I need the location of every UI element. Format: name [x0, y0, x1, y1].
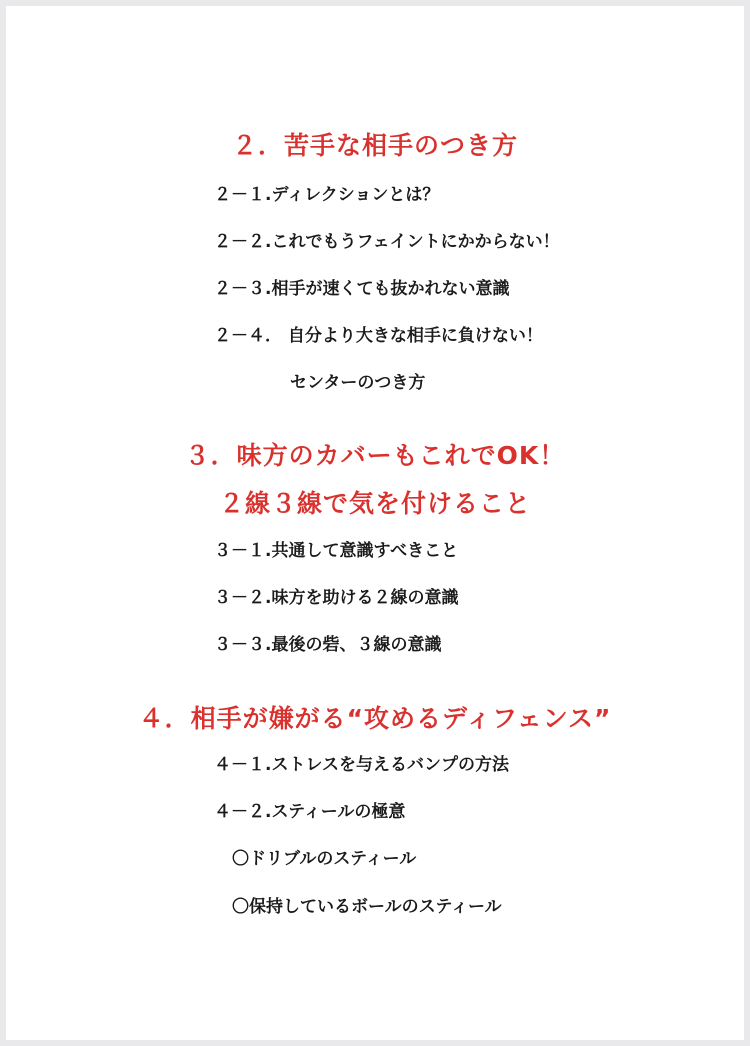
item-4-1: ４－１.ストレスを与えるバンプの方法 [214, 755, 509, 775]
section-2-heading: ２．苦手な相手のつき方 [231, 131, 518, 160]
section-3-heading-line2: ２線３線で気を付けること [218, 489, 531, 518]
item-2-4-continued: センターのつき方 [290, 373, 426, 393]
section-4-heading: ４．相手が嫌がる“攻めるディフェンス” [138, 704, 612, 733]
section-3-heading-line1: ３．味方のカバーもこれでOK！ [184, 441, 566, 470]
item-2-1: ２－１.ディレクションとは？ [214, 185, 440, 205]
item-3-1: ３－１.共通して意識すべきこと [214, 541, 459, 561]
item-4-2: ４－２.スティールの極意 [214, 802, 406, 822]
item-2-4: ２－４． 自分より大きな相手に負けない！ [214, 326, 543, 346]
item-3-2: ３－２.味方を助ける２線の意識 [214, 588, 459, 608]
document-page [6, 6, 744, 1040]
item-3-3: ３－３.最後の砦、３線の意識 [214, 635, 442, 655]
item-4-2-a: 〇ドリブルのスティール [232, 849, 417, 869]
item-4-2-b: 〇保持しているボールのスティール [232, 897, 502, 917]
item-2-2: ２－２.これでもうフェイントにかからない！ [214, 232, 560, 252]
item-2-3: ２－３.相手が速くても抜かれない意識 [214, 279, 510, 299]
